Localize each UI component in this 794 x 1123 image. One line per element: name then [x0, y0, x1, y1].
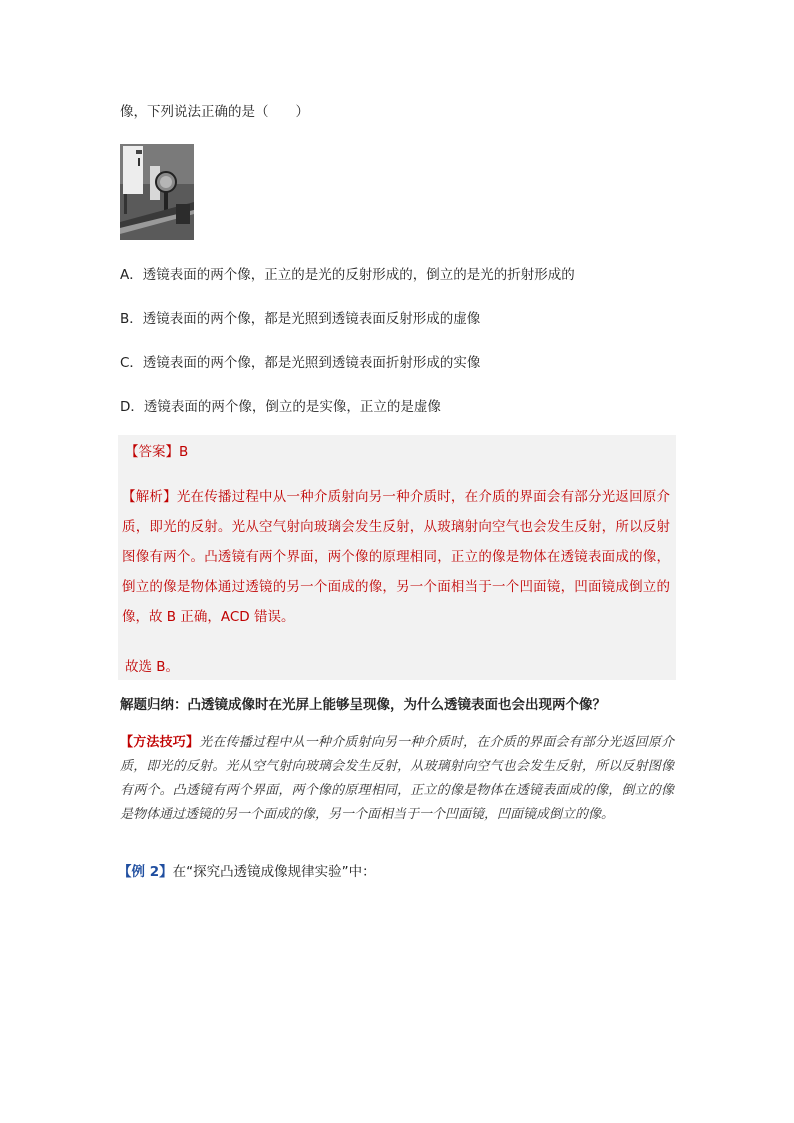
method-text: 光在传播过程中从一种介质射向另一种介质时，在介质的界面会有部分光返回原介质，即光的反射。光从空气射向玻璃会发生反射，从玻璃射向空气也会发生反射，所以反射图像有两个。凸透镜有两个界面，两个像的原理相同，正立的像是物体在透镜表面成的像，倒立的像是物体通过透镜的另一个面成的像，另一个面相当于一个凹面镜，凹面镜成倒立的像。	[120, 735, 674, 822]
example-tag: 【例 2】	[118, 864, 173, 880]
answer-tag: 【答案】	[125, 444, 179, 460]
answer-conclusion: 故选 B。	[125, 659, 180, 675]
method-block	[120, 731, 674, 827]
analysis-tag: 【解析】	[122, 489, 177, 505]
experiment-photo	[120, 144, 194, 240]
question-stem: 像，下列说法正确的是（ ）	[120, 104, 309, 120]
option-c: C．透镜表面的两个像，都是光照到透镜表面折射形成的实像	[120, 355, 481, 371]
example-heading	[118, 862, 376, 882]
option-b: B．透镜表面的两个像，都是光照到透镜表面反射形成的虚像	[120, 311, 481, 327]
answer-value: B	[179, 444, 189, 460]
summary-heading: 解题归纳：凸透镜成像时在光屏上能够呈现像，为什么透镜表面也会出现两个像？	[120, 697, 606, 713]
option-a: A．透镜表面的两个像，正立的是光的反射形成的，倒立的是光的折射形成的	[120, 267, 575, 283]
answer-line	[125, 442, 188, 462]
example-text: 在“探究凸透镜成像规律实验”中：	[172, 864, 376, 880]
analysis-text: 光在传播过程中从一种介质射向另一种介质时，在介质的界面会有部分光返回原介质，即光的反射。光从空气射向玻璃会发生反射，从玻璃射向空气也会发生反射，所以反射图像有两个。凸透镜有两个界面，两个像的原理相同，正立的像是物体在透镜表面成的像，倒立的像是物体通过透镜的另一个面成的像，另一个面相当于一个凹面镜，凹面镜成倒立的像，故 B 正确，ACD 错误。	[122, 489, 671, 625]
option-d: D．透镜表面的两个像，倒立的是实像，正立的是虚像	[120, 399, 441, 415]
method-tag: 【方法技巧】	[120, 735, 200, 750]
analysis-block	[122, 482, 670, 632]
lens-bench-photo-icon	[120, 144, 194, 240]
